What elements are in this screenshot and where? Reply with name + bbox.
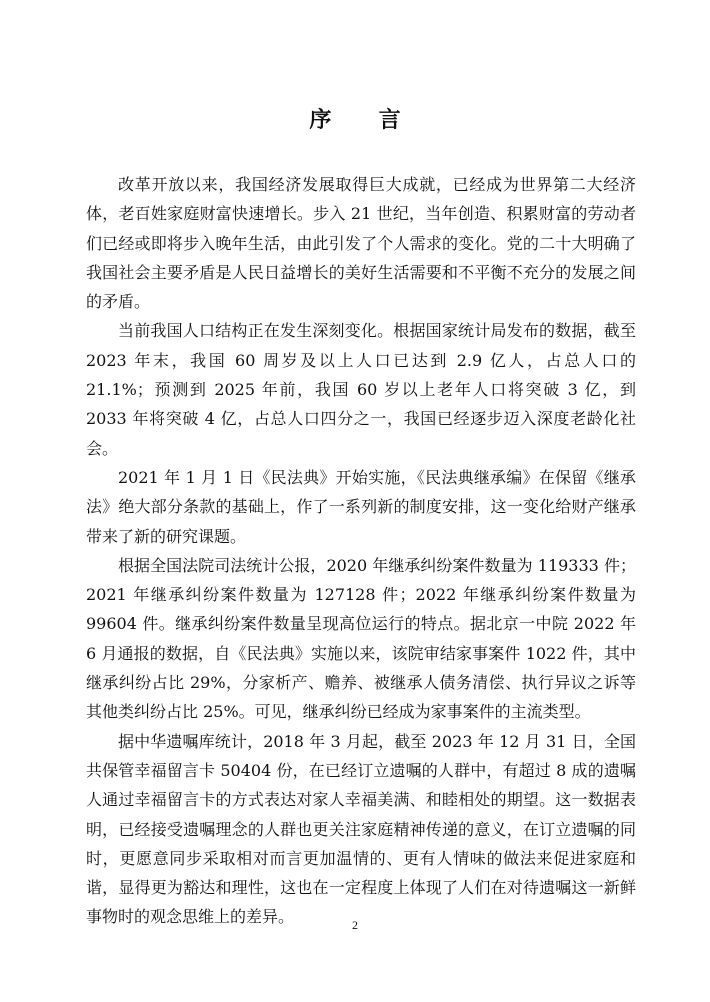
preface-body xyxy=(86,170,636,932)
page-title: 序 言 xyxy=(309,108,421,133)
page-number: 2 xyxy=(352,918,358,932)
paragraph-1: 改革开放以来，我国经济发展取得巨大成就，已经成为世界第二大经济体，老百姓家庭财富快速增长。步入 21 世纪，当年创造、积累财富的劳动者们已经或即将步入晚年生活，由此引发了个人需求的变化。党的二十大明确了我国社会主要矛盾是人民日益增长的美好生活需要和不平衡不充分的发展之间的矛盾。 xyxy=(86,175,636,312)
paragraph-3: 2021 年 1 月 1 日《民法典》开始实施，《民法典继承编》在保留《继承法》绝大部分条款的基础上，作了一系列新的制度安排，这一变化给财产继承带来了新的研究课题。 xyxy=(86,467,636,546)
paragraph-2: 当前我国人口结构正在发生深刻变化。根据国家统计局发布的数据，截至 2023 年末，我国 60 周岁及以上人口已达到 2.9 亿人，占总人口的 21.1%；预测到 2025 年前，我国 60 岁以上老年人口将突破 3 亿，到 2033 年将突破 4 亿，占总人口四分之一，我国已经逐步迈入深度老龄化社会。 xyxy=(86,321,636,458)
paragraph-5: 据中华遗嘱库统计，2018 年 3 月起，截至 2023 年 12 月 31 日，全国共保管幸福留言卡 50404 份，在已经订立遗嘱的人群中，有超过 8 成的遗嘱人通过幸福留言卡的方式表达对家人幸福美满、和睦相处的期望。这一数据表明，已经接受遗嘱理念的人群也更关注家庭精神传递的意义，在订立遗嘱的同时，更愿意同步采取相对而言更加温情的、更有人情味的做法来促进家庭和谐，显得更为豁达和理性，这也在一定程度上体现了人们在对待遗嘱这一新鲜事物时的观念思维上的差异。 xyxy=(86,731,636,927)
paragraph-4: 根据全国法院司法统计公报，2020 年继承纠纷案件数量为 119333 件；2021 年继承纠纷案件数量为 127128 件；2022 年继承纠纷案件数量为 99604 件。继承纠纷案件数量呈现高位运行的特点。据北京一中院 2022 年 6 月通报的数据，自《民法典》实施以来，该院审结家事案件 1022 件，其中继承纠纷占比 29%，分家析产、赡养、被继承人债务清偿、执行异议之诉等其他类纠纷占比 25%。可见，继承纠纷已经成为家事案件的主流类型。 xyxy=(86,555,636,722)
